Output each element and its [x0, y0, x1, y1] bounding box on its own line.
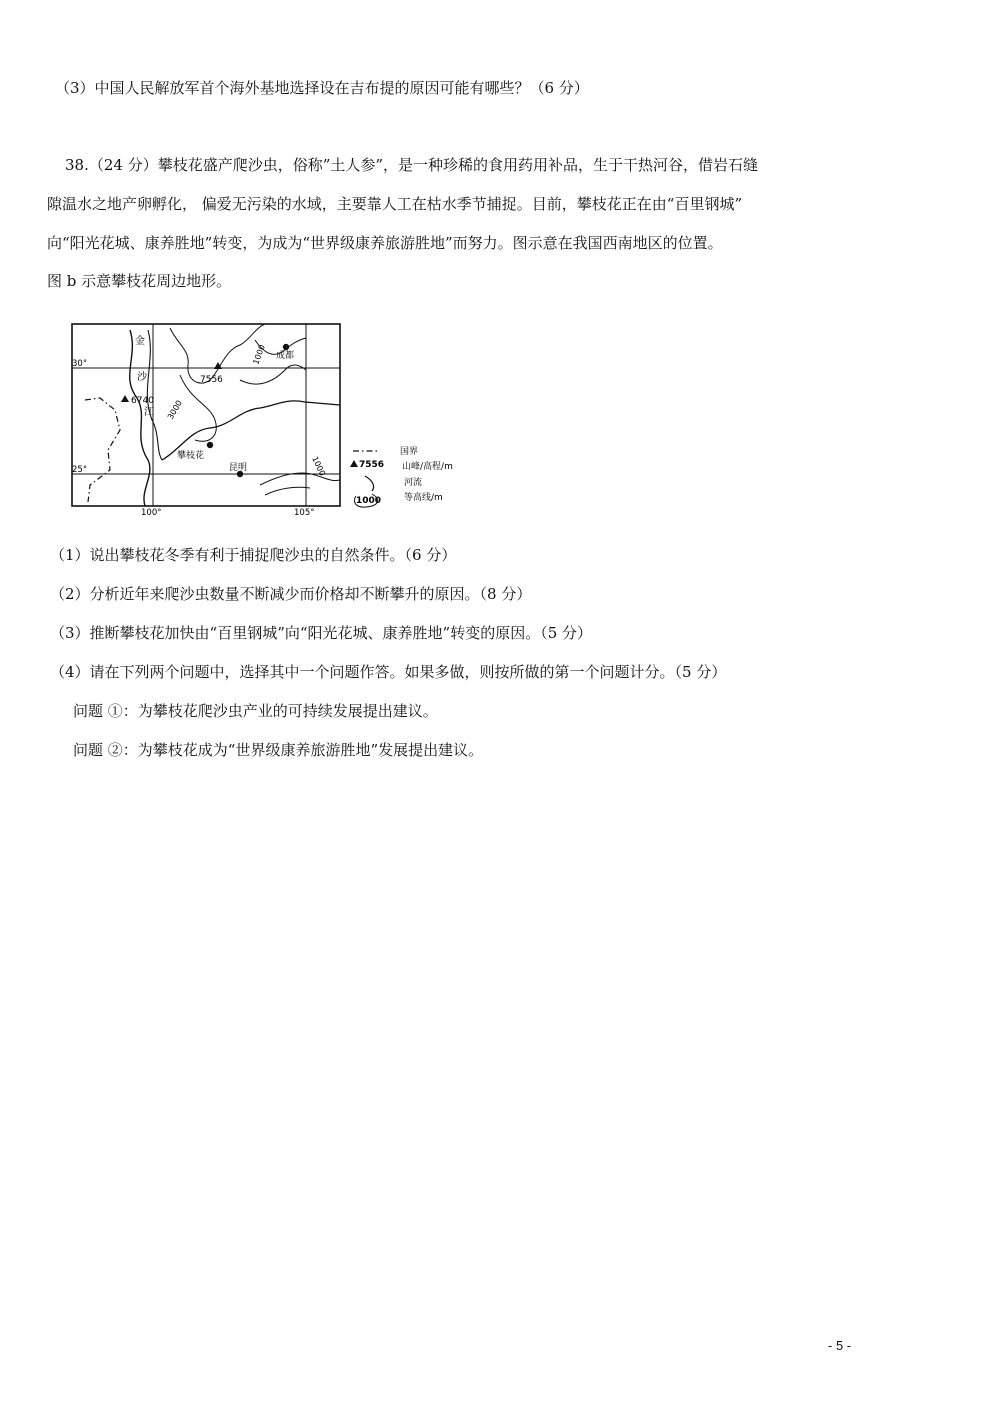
river-char-jiang: 江: [144, 407, 154, 418]
city-chengdu: 成都: [276, 351, 295, 361]
contour-1000-south: [260, 473, 340, 485]
question-38-intro-line-2: 隙温水之地产卵孵化， 偏爱无污染的水域，主要靠人工在枯水季节捕捉。目前，攀枝花正在由“百里钢城”: [47, 195, 743, 213]
terrain-map: [60, 310, 480, 525]
peak-7556-icon: [214, 362, 222, 369]
map-frame: [72, 324, 340, 506]
legend-contour-value: 1000: [356, 496, 382, 506]
sub-question-2: （2）分析近年来爬沙虫数量不断减少而价格却不断攀升的原因。（8 分）: [50, 585, 532, 603]
lon-label-100: 100°: [141, 508, 162, 518]
option-2: 问题 ②：为攀枝花成为“世界级康养旅游胜地”发展提出建议。: [73, 741, 484, 759]
national-border: [85, 398, 120, 502]
question-37-sub-3: （3）中国人民解放军首个海外基地选择设在吉布提的原因可能有哪些？（6 分）: [55, 79, 589, 97]
city-panzhihua: 攀枝花: [177, 451, 205, 461]
question-38-intro-line-1: 38.（24 分）攀枝花盛产爬沙虫，俗称”土人参”，是一种珍稀的食用药用补品，生于干热河谷，借岩石缝: [65, 156, 759, 174]
question-38-intro-line-3: 向“阳光花城、康养胜地”转变，为成为“世界级康养旅游胜地”而努力。图示意在我国西南地区的位置。: [47, 234, 723, 252]
legend-contour-label: 等高线/m: [404, 493, 443, 503]
river-char-jin: 金: [135, 336, 145, 347]
city-kunming: 昆明: [229, 463, 248, 473]
lon-label-105: 105°: [294, 508, 315, 518]
river-char-sha: 沙: [137, 372, 147, 383]
lat-label-30: 30°: [72, 359, 88, 369]
river-south: [265, 487, 310, 495]
chengdu-dot: [283, 344, 289, 350]
sub-question-3: （3）推断攀枝花加快由“百里钢城”向“阳光花城、康养胜地”转变的原因。（5 分）: [50, 624, 593, 642]
option-1: 问题 ①：为攀枝花爬沙虫产业的可持续发展提出建议。: [73, 702, 438, 720]
peak-6740-label: 6740: [131, 396, 154, 406]
legend-peak-icon: [350, 460, 358, 467]
contour-label-1000-south: 1000: [310, 455, 327, 478]
legend-peak-value: 7556: [359, 460, 385, 470]
peak-6740-icon: [121, 395, 129, 402]
legend-river-label: 河流: [404, 478, 423, 488]
lat-label-25: 25°: [72, 465, 88, 475]
jinsha-river: [130, 330, 150, 506]
page-number: - 5 -: [828, 1338, 852, 1353]
sub-question-4: （4）请在下列两个问题中，选择其中一个问题作答。如果多做，则按所做的第一个问题计分。（5 分）: [50, 663, 727, 681]
contour-label-3000: 3000: [165, 398, 184, 421]
sub-question-1: （1）说出攀枝花冬季有利于捕捉爬沙虫的自然条件。（6 分）: [50, 546, 457, 564]
peak-7556-label: 7556: [200, 375, 223, 385]
contour-label-1000-north: 1000: [251, 343, 267, 366]
legend-border-label: 国界: [400, 447, 419, 457]
legend-peak-label: 山峰/高程/m: [402, 462, 453, 472]
question-38-intro-line-4: 图 b 示意攀枝花周边地形。: [47, 272, 232, 290]
panzhihua-dot: [207, 442, 213, 448]
river-branch: [147, 330, 162, 460]
legend-river-icon: [365, 476, 374, 491]
